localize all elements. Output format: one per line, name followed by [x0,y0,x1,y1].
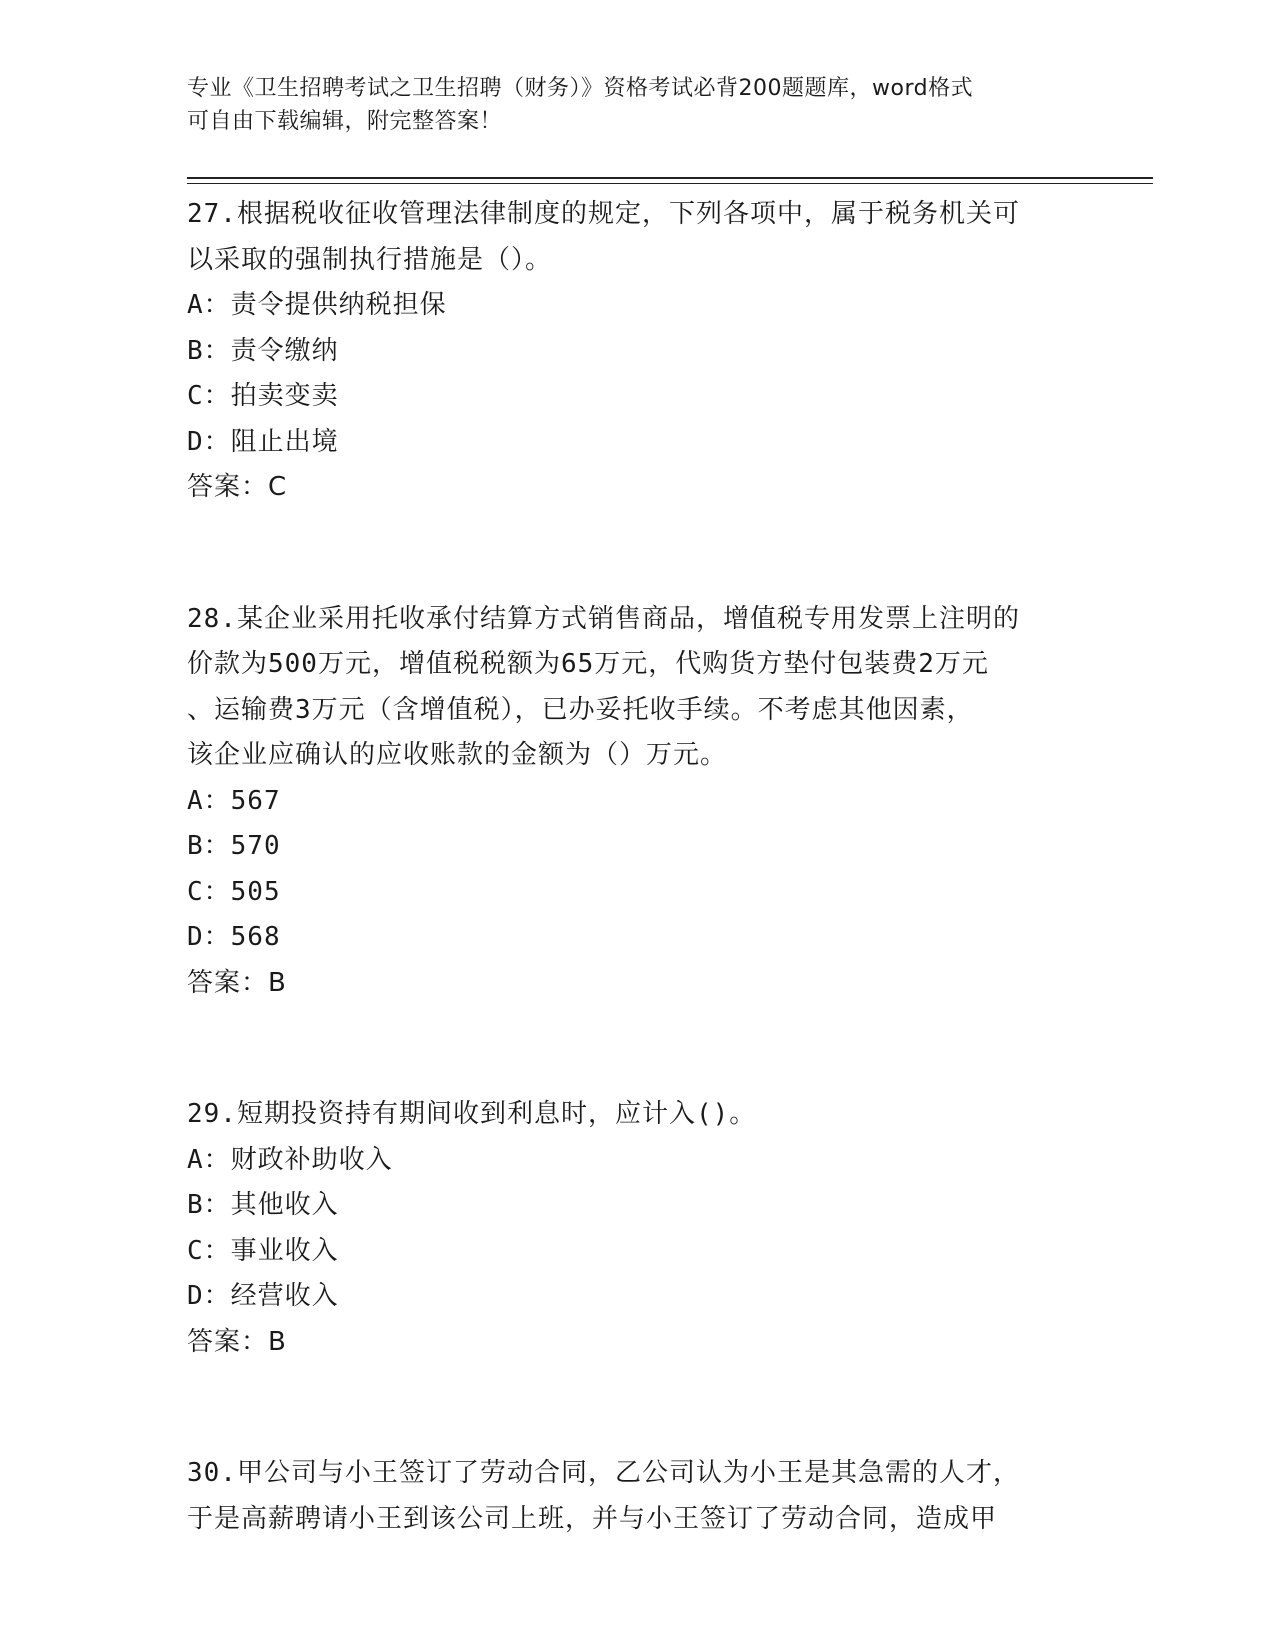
header-divider-thick [187,177,1153,179]
question-spacer [187,1365,1087,1451]
question-stem: 27.根据税收征收管理法律制度的规定，下列各项中，属于税务机关可 以采取的强制执行措施是（）。 [187,199,1020,275]
question-28 [187,597,1087,1007]
option-c: C：505 [187,876,281,907]
page-header [187,72,1067,138]
question-stem: 28.某企业采用托收承付结算方式销售商品，增值税专用发票上注明的 价款为500万元，增值税税额为65万元，代购货方垫付包装费2万元 、运输费3万元（含增值税），已办妥托收手续。不考虑其他因素， 该企业应确认的应收账款的金额为（）万元。 [187,603,1020,770]
option-c: C：拍卖变卖 [187,381,339,411]
answer-text: 答案：B [187,967,287,998]
answer-text: 答案：B [187,1326,287,1357]
question-spacer [187,1006,1087,1092]
option-d: D：经营收入 [187,1281,339,1311]
option-d: D：阻止出境 [187,426,339,457]
option-a: A：567 [187,785,281,816]
option-b: B：其他收入 [187,1190,339,1220]
question-stem: 29.短期投资持有期间收到利息时，应计入()。 [187,1099,757,1129]
question-30 [187,1451,1087,1542]
header-line-1: 专业《卫生招聘考试之卫生招聘（财务）》资格考试必背200题题库，word格式 [187,76,974,101]
option-c: C：事业收入 [187,1235,339,1266]
option-b: B：570 [187,831,281,861]
header-line-2: 可自由下载编辑，附完整答案！ [187,109,503,134]
option-b: B：责令缴纳 [187,335,339,366]
question-27 [187,192,1087,511]
question-spacer [187,511,1087,597]
option-d: D：568 [187,922,281,952]
question-29 [187,1092,1087,1365]
option-a: A：责令提供纳税担保 [187,290,447,320]
header-divider-thin [187,183,1153,184]
question-list [187,192,1087,1542]
answer-text: 答案：C [187,472,288,502]
option-a: A：财政补助收入 [187,1144,393,1175]
question-stem: 30.甲公司与小王签订了劳动合同，乙公司认为小王是其急需的人才， 于是高薪聘请小王到该公司上班，并与小王签订了劳动合同，造成甲 [187,1458,1020,1534]
